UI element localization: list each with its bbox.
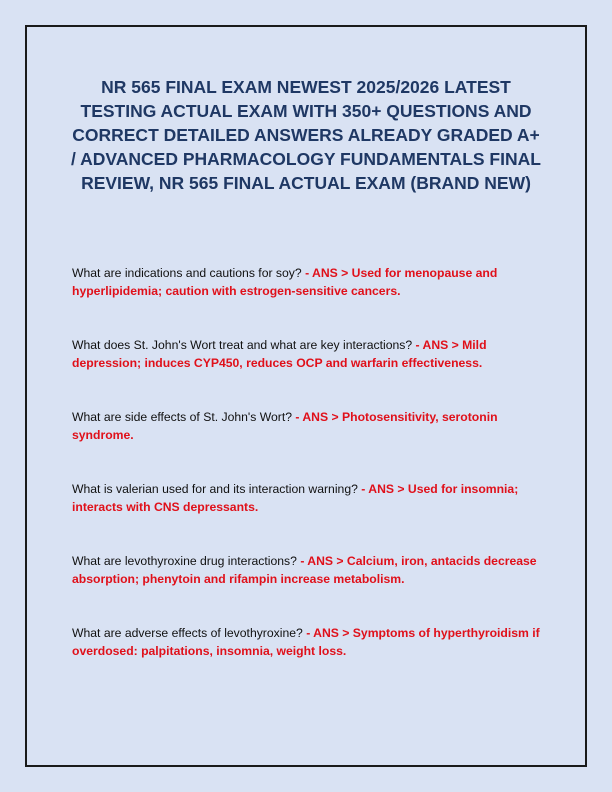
question-text: What are levothyroxine drug interactions? xyxy=(72,554,297,568)
qa-item xyxy=(72,408,542,444)
qa-list xyxy=(72,264,542,696)
qa-item xyxy=(72,480,542,516)
question-text: What is valerian used for and its interaction warning? xyxy=(72,482,358,496)
answer-text: - ANS > Used for menopause and hyperlipidemia; caution with estrogen-sensitive cancers. xyxy=(72,266,498,298)
qa-item xyxy=(72,552,542,588)
answer-text: - ANS > Used for insomnia; interacts with CNS depressants. xyxy=(72,482,519,514)
question-text: What are adverse effects of levothyroxine? xyxy=(72,626,303,640)
qa-item xyxy=(72,264,542,300)
question-text: What does St. John's Wort treat and what are key interactions? xyxy=(72,338,413,352)
document-title: NR 565 FINAL EXAM NEWEST 2025/2026 LATEST TESTING ACTUAL EXAM WITH 350+ QUESTIONS AND CORRECT DETAILED ANSWERS ALREADY GRADED A+ / ADVANCED PHARMACOLOGY FUNDAMENTALS FINAL REVIEW, NR 565 FINAL ACTUAL EXAM (BRAND NEW) xyxy=(71,77,541,193)
answer-text: - ANS > Mild depression; induces CYP450, reduces OCP and warfarin effectiveness. xyxy=(72,338,487,370)
question-text: What are indications and cautions for soy? xyxy=(72,266,302,280)
qa-item xyxy=(72,624,542,660)
qa-item xyxy=(72,336,542,372)
question-text: What are side effects of St. John's Wort? xyxy=(72,410,292,424)
answer-text: - ANS > Calcium, iron, antacids decrease absorption; phenytoin and rifampin increase metabolism. xyxy=(72,554,537,586)
answer-text: - ANS > Photosensitivity, serotonin syndrome. xyxy=(72,410,498,442)
answer-text: - ANS > Symptoms of hyperthyroidism if overdosed: palpitations, insomnia, weight loss. xyxy=(72,626,540,658)
